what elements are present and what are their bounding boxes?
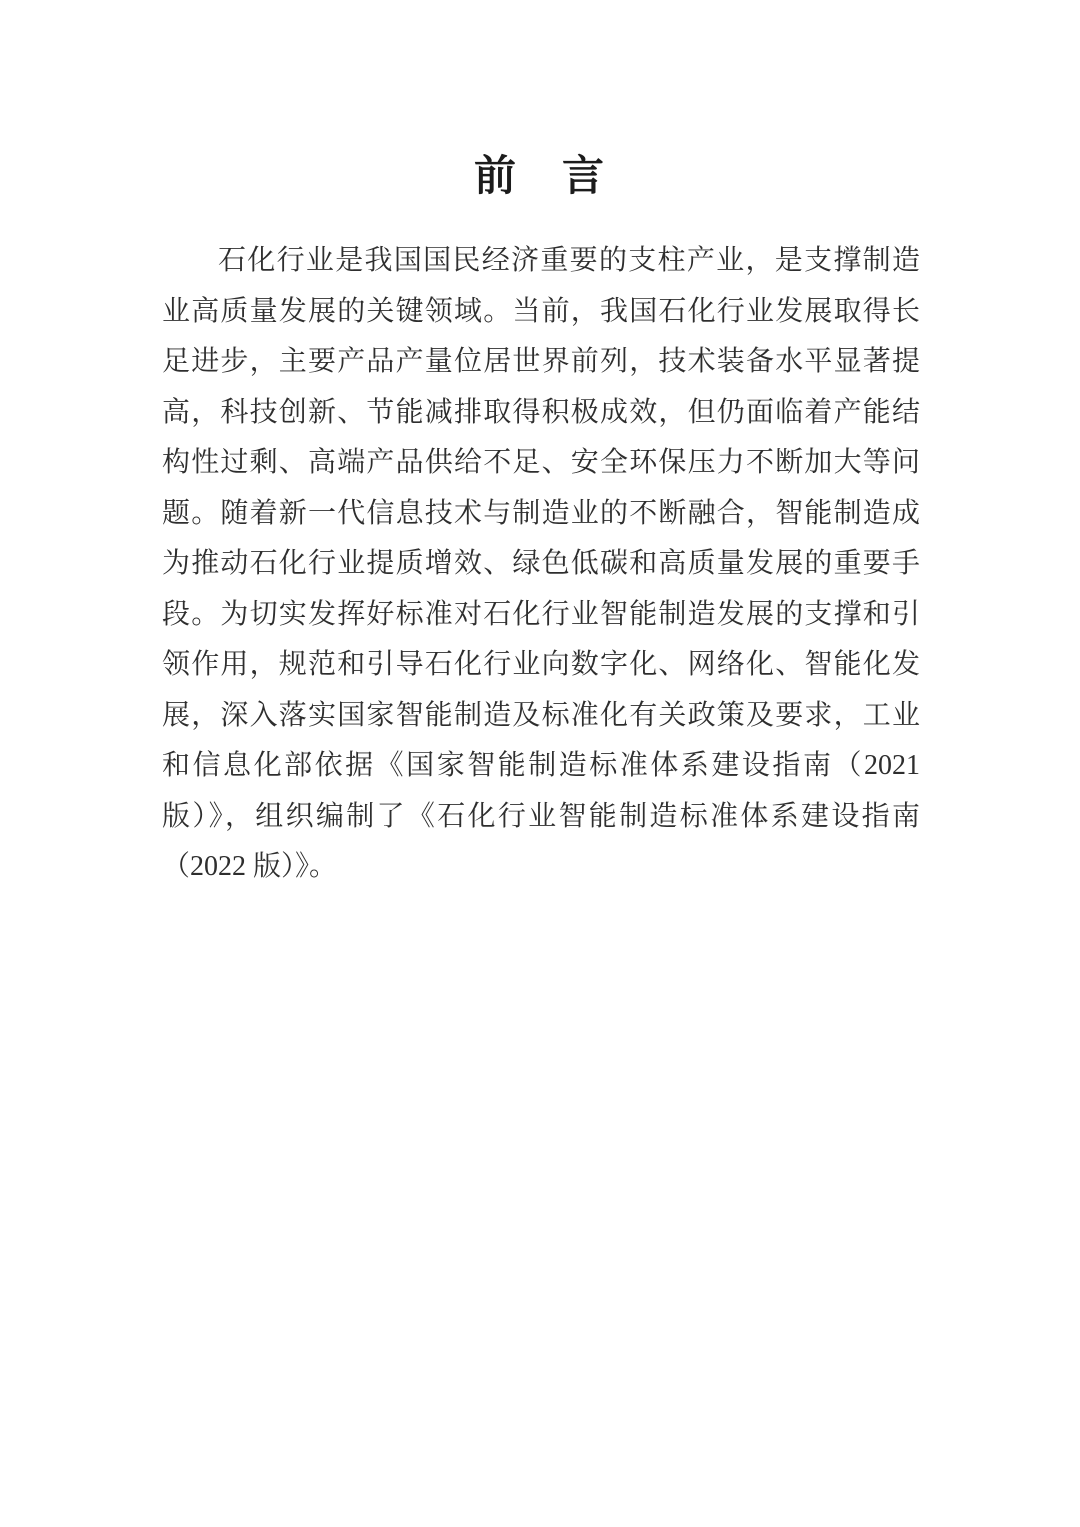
body-line: 领作用，规范和引导石化行业向数字化、网络化、智能化发	[162, 649, 920, 680]
body-line: 业高质量发展的关键领域。当前，我国石化行业发展取得长	[162, 295, 920, 327]
body-line: 版）》，组织编制了《石化行业智能制造标准体系建设指南	[162, 800, 920, 832]
body-line: 和信息化部依据《国家智能制造标准体系建设指南（2021	[162, 750, 920, 781]
page-title: 前 言	[473, 152, 606, 199]
body-line: 段。为切实发挥好标准对石化行业智能制造发展的支撑和引	[162, 598, 920, 630]
body-line: 足进步，主要产品产量位居世界前列，技术装备水平显著提	[162, 346, 920, 377]
body-line: 构性过剩、高端产品供给不足、安全环保压力不断加大等问	[162, 447, 920, 478]
body-line: 题。随着新一代信息技术与制造业的不断融合，智能制造成	[162, 497, 920, 529]
body-line: 展，深入落实国家智能制造及标准化有关政策及要求，工业	[162, 699, 920, 731]
body-line: 石化行业是我国国民经济重要的支柱产业，是支撑制造	[218, 245, 920, 276]
body-line: 为推动石化行业提质增效、绿色低碳和高质量发展的重要手	[162, 548, 920, 579]
preface-paragraph	[162, 236, 920, 893]
body-line: （2022 版）》。	[162, 851, 338, 882]
body-line: 高，科技创新、节能减排取得积极成效，但仍面临着产能结	[162, 396, 920, 428]
